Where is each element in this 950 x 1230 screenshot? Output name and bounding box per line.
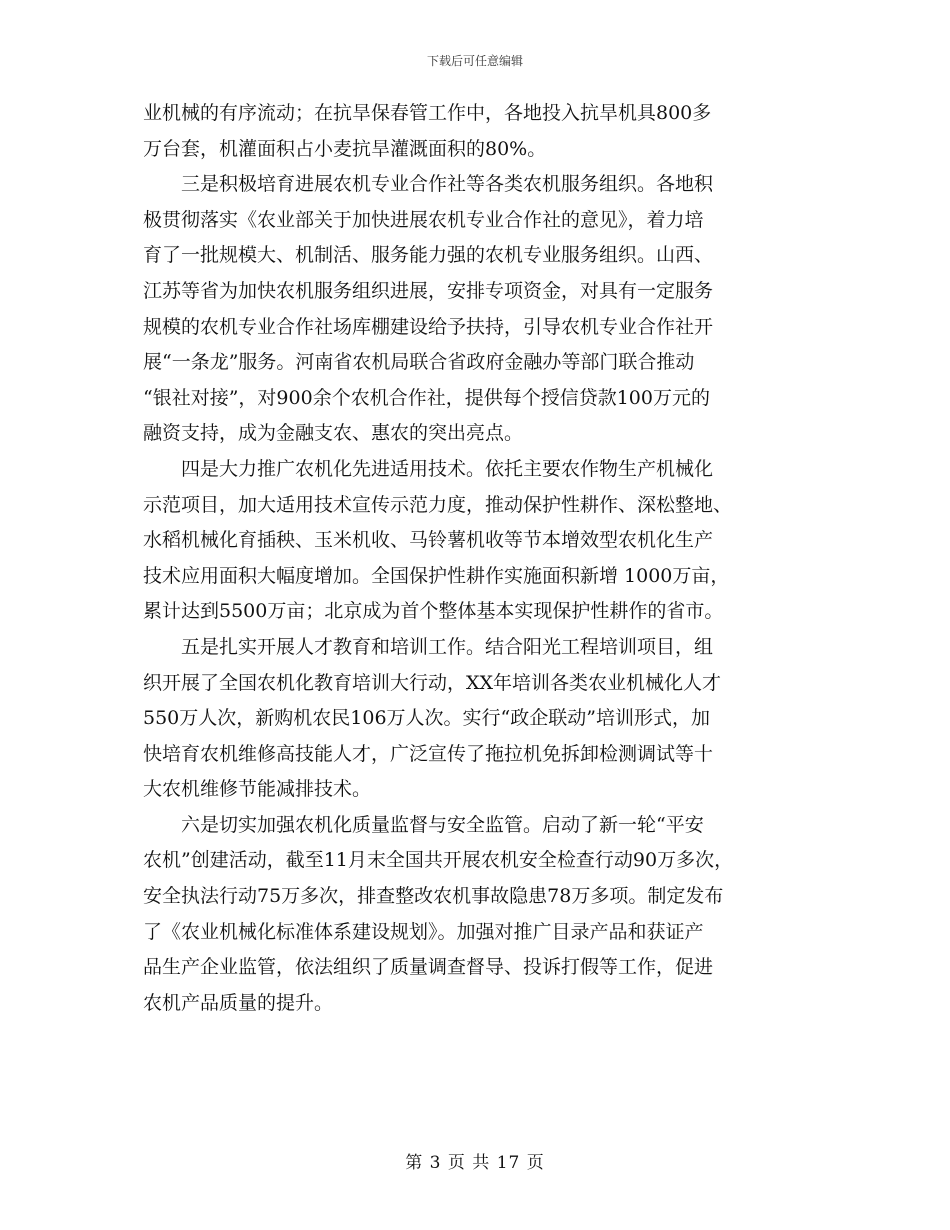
text-line: 万台套，机灌面积占小麦抗旱灌溉面积的80%。 bbox=[143, 137, 547, 160]
text-line: 累计达到5500万亩；北京成为首个整体基本实现保护性耕作的省市。 bbox=[143, 600, 724, 623]
text-line: 六是切实加强农机化质量监督与安全监管。启动了新一轮“平安 bbox=[181, 813, 704, 836]
text-line: 四是大力推广农机化先进适用技术。依托主要农作物生产机械化 bbox=[181, 457, 714, 480]
text-line: 农机”创建活动，截至11月末全国共开展农机安全检查行动90万多次， bbox=[143, 849, 734, 872]
paragraph-4 bbox=[143, 630, 823, 808]
paragraph-5 bbox=[143, 808, 823, 1022]
text-line: 技术应用面积大幅度增加。全国保护性耕作实施面积新增 1000万亩， bbox=[143, 564, 730, 587]
text-line: 品生产企业监管，依法组织了质量调查督导、投诉打假等工作，促进 bbox=[143, 956, 714, 979]
text-line: 展“一条龙”服务。河南省农机局联合省政府金融办等部门联合推动 bbox=[143, 351, 695, 374]
text-line: 江苏等省为加快农机服务组织进展，安排专项资金，对具有一定服务 bbox=[143, 279, 714, 302]
text-line: 织开展了全国农机化教育培训大行动，XX年培训各类农业机械化人才 bbox=[143, 671, 722, 694]
text-line: 融资支持，成为金融支农、惠农的突出亮点。 bbox=[143, 422, 524, 445]
text-line: “银社对接”，对900余个农机合作社，提供每个授信贷款100万元的 bbox=[143, 386, 710, 409]
text-line: 快培育农机维修高技能人才，广泛宣传了拖拉机免拆卸检测调试等十 bbox=[143, 742, 714, 765]
text-line: 五是扎实开展人才教育和培训工作。结合阳光工程培训项目，组 bbox=[181, 635, 714, 658]
paragraph-1 bbox=[143, 96, 823, 167]
text-line: 业机械的有序流动；在抗旱保春管工作中，各地投入抗旱机具800多 bbox=[143, 102, 712, 124]
text-line: 育了一批规模大、机制活、服务能力强的农机专业服务组织。山西、 bbox=[143, 244, 714, 267]
text-line: 大农机维修节能减排技术。 bbox=[143, 778, 372, 801]
text-line: 极贯彻落实《农业部关于加快进展农机专业合作社的意见》，着力培 bbox=[143, 208, 704, 231]
page-header: 下载后可任意编辑 bbox=[426, 54, 523, 68]
text-line: 安全执法行动75万多次，排查整改农机事故隐患78万多项。制定发布 bbox=[143, 885, 724, 908]
text-line: 农机产品质量的提升。 bbox=[143, 991, 334, 1014]
text-line: 水稻机械化育插秧、玉米机收、马铃薯机收等节本增效型农机化生产 bbox=[143, 529, 714, 552]
document-body bbox=[143, 96, 823, 1021]
text-line: 示范项目，加大适用技术宣传示范力度，推动保护性耕作、深松整地、 bbox=[143, 493, 733, 516]
text-line: 三是积极培育进展农机专业合作社等各类农机服务组织。各地积 bbox=[181, 173, 714, 196]
text-line: 规模的农机专业合作社场库棚建设给予扶持，引导农机专业合作社开 bbox=[143, 315, 714, 338]
paragraph-3 bbox=[143, 452, 823, 630]
page-footer: 第 3 页 共 17 页 bbox=[405, 1153, 545, 1173]
text-line: 550万人次，新购机农民106万人次。实行“政企联动”培训形式，加 bbox=[143, 707, 710, 730]
paragraph-2 bbox=[143, 167, 823, 452]
text-line: 了《农业机械化标准体系建设规划》。加强对推广目录产品和获证产 bbox=[143, 920, 704, 943]
